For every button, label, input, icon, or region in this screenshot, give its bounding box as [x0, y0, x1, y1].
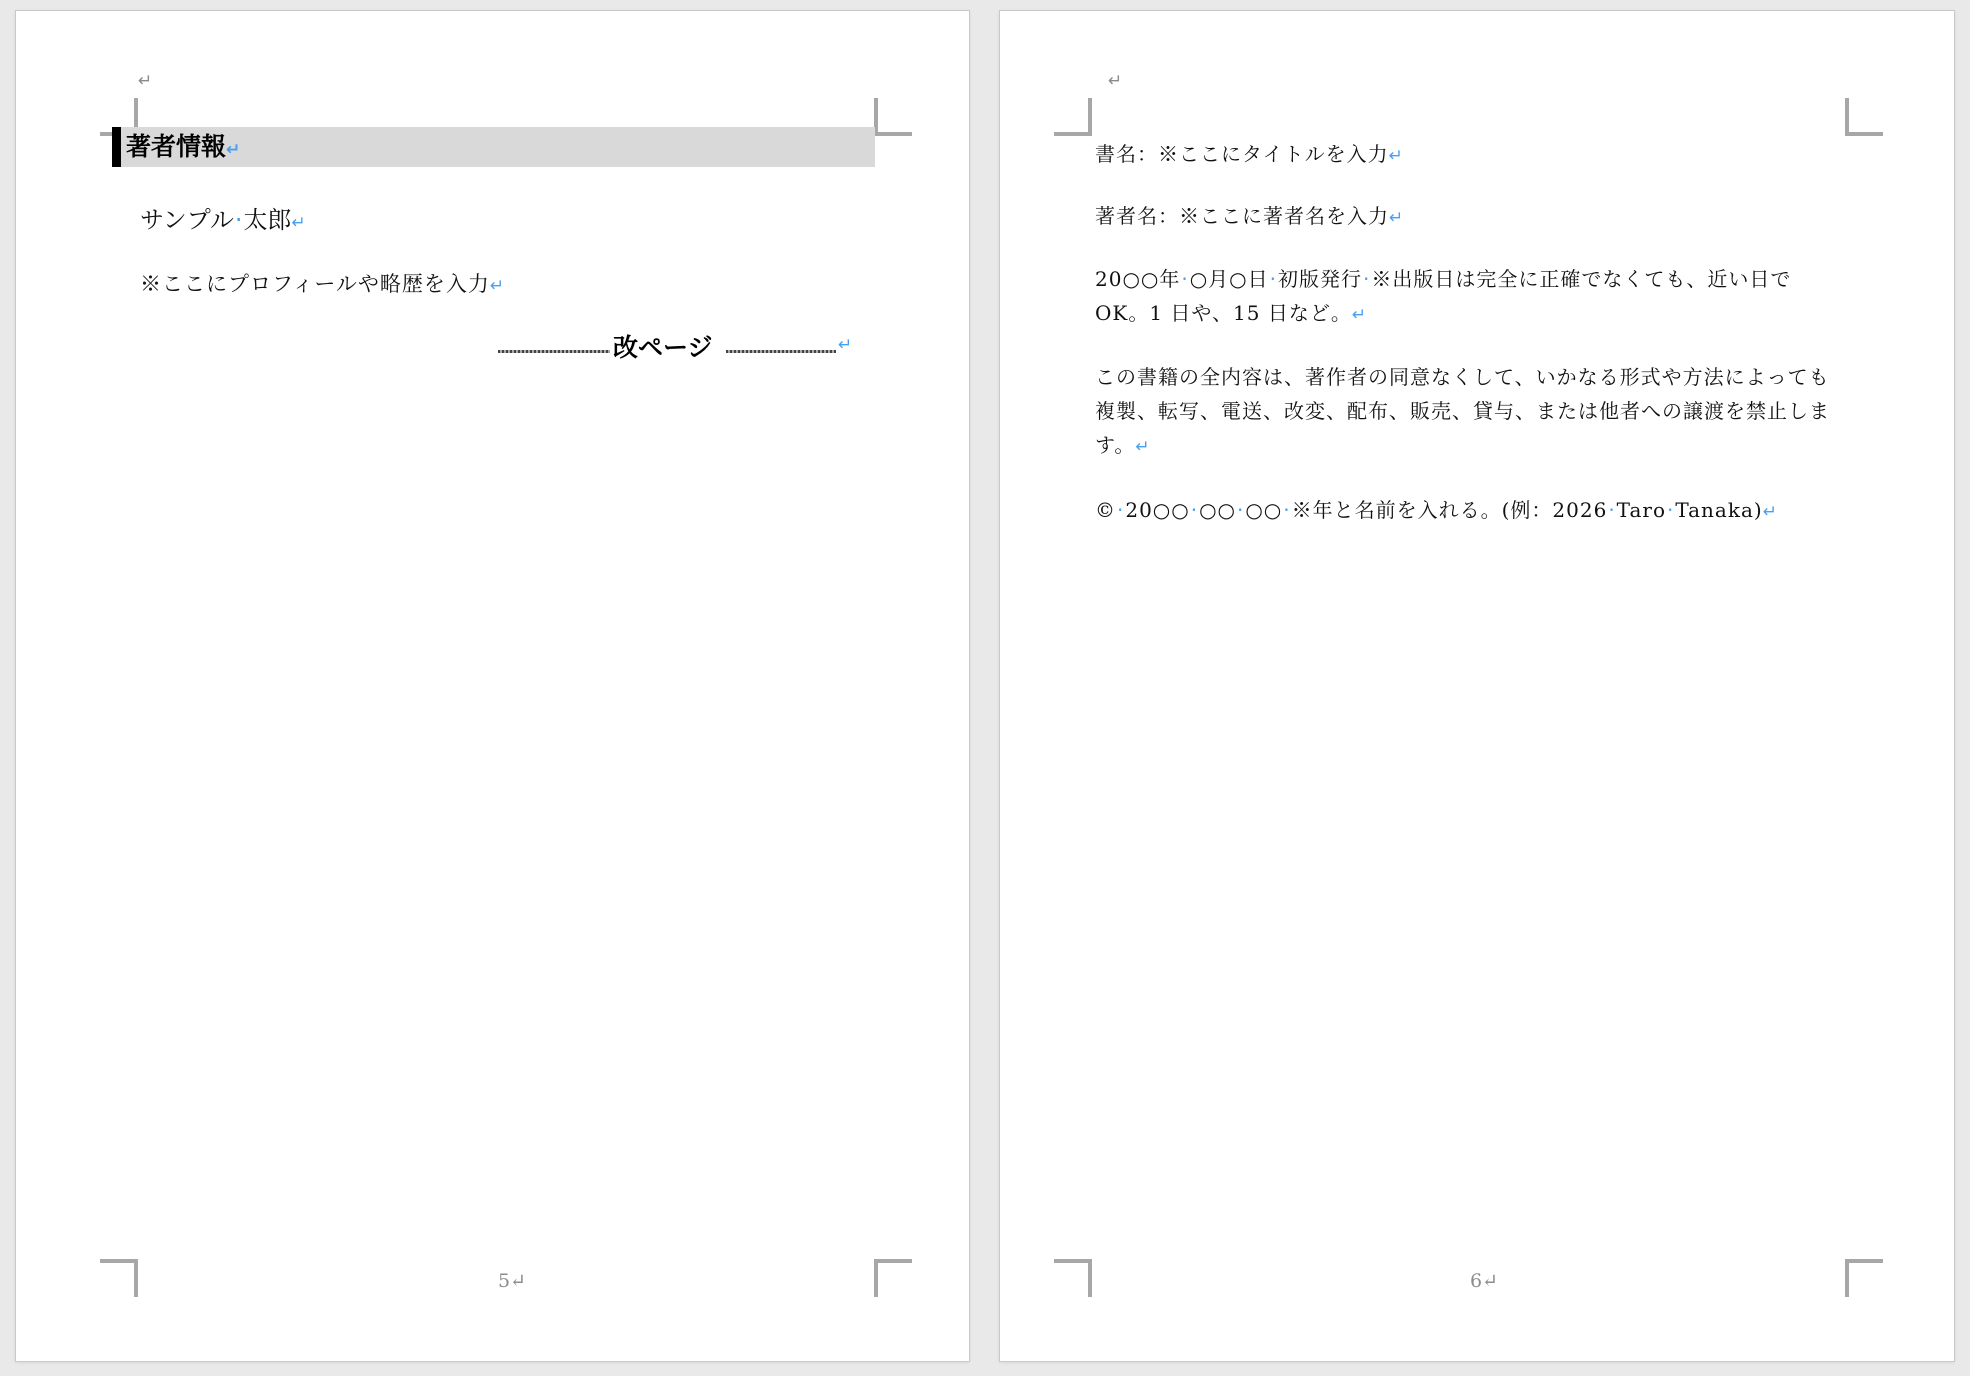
- space-mark: ·: [1362, 267, 1371, 291]
- paragraph-mark: ↵: [291, 213, 306, 233]
- copyright-name-first: ○○: [1199, 498, 1236, 522]
- document-page-6: [1000, 11, 1954, 1361]
- copyright-name-last: ○○: [1245, 498, 1283, 522]
- copyright-note: ※年と名前を入れる。(例：2026: [1291, 498, 1608, 522]
- space-mark: ·: [1608, 498, 1616, 522]
- page-break-marker[interactable]: [498, 333, 858, 363]
- space-mark: ·: [1283, 498, 1291, 522]
- space-mark: ·: [234, 206, 243, 234]
- paragraph-mark: ↵: [226, 140, 241, 160]
- margin-corner-top-right: [874, 98, 912, 136]
- margin-corner-bottom-left: [100, 1259, 138, 1297]
- copyright-year: 20○○: [1125, 498, 1190, 522]
- profile-paragraph[interactable]: [140, 269, 505, 301]
- copyright-example-last: Tanaka): [1675, 498, 1763, 522]
- paragraph-mark: ↵: [1762, 502, 1778, 522]
- space-mark: ·: [1181, 267, 1189, 291]
- author-name-first: サンプル: [140, 206, 234, 234]
- author-paragraph[interactable]: [1095, 199, 1845, 235]
- paragraph-mark: ↵: [138, 71, 153, 91]
- book-title-paragraph[interactable]: [1095, 137, 1845, 173]
- page-break-line-left: [498, 350, 610, 353]
- paragraph-mark: ↵: [1351, 305, 1368, 325]
- paragraph-mark: ↵: [489, 276, 506, 296]
- space-mark: ·: [1666, 498, 1675, 522]
- publication-date: ○月○日: [1189, 267, 1269, 291]
- margin-corner-top-left: [1054, 98, 1092, 136]
- heading-text: 著者情報: [126, 132, 227, 161]
- author-text: 著者名：※ここに著者名を入力: [1095, 204, 1389, 228]
- paragraph-mark: ↵: [1135, 437, 1151, 457]
- author-name-last: 太郎: [243, 206, 292, 234]
- paragraph-mark: ↵: [838, 335, 853, 355]
- publication-note: ※出版日は完全に正確でなくても、近い日で OK。1 日や、15 日など。: [1095, 267, 1792, 325]
- margin-corner-bottom-right: [874, 1259, 912, 1297]
- margin-corner-top-right: [1845, 98, 1883, 136]
- margin-corner-bottom-right: [1845, 1259, 1883, 1297]
- page-number-value: 6: [1470, 1270, 1483, 1292]
- copyright-symbol: ©: [1095, 498, 1116, 522]
- margin-corner-bottom-left: [1054, 1259, 1092, 1297]
- space-mark: ·: [1190, 498, 1199, 522]
- edition-label: 初版発行: [1277, 267, 1362, 291]
- paragraph-mark: ↵: [1389, 208, 1405, 228]
- book-title-text: 書名：※ここにタイトルを入力: [1095, 142, 1389, 166]
- space-mark: ·: [1269, 267, 1277, 291]
- publication-date-paragraph[interactable]: [1095, 262, 1845, 332]
- copyright-line-paragraph[interactable]: [1095, 493, 1845, 529]
- page-number: [498, 1270, 526, 1292]
- document-page-5: [16, 11, 969, 1361]
- paragraph-mark: ↵: [1482, 1270, 1499, 1292]
- page-number-value: 5: [498, 1270, 511, 1292]
- profile-text: ※ここにプロフィールや略歴を入力: [140, 272, 490, 296]
- page-break-line-right: [726, 350, 836, 353]
- paragraph-mark: ↵: [1108, 71, 1123, 91]
- copyright-notice-paragraph[interactable]: [1095, 360, 1845, 464]
- page-break-label: 改ページ: [613, 333, 713, 362]
- copyright-notice-text: この書籍の全内容は、著作者の同意なくして、いかなる形式や方法によっても複製、転写、電送、改変、配布、販売、貸与、または他者への譲渡を禁止します。: [1095, 365, 1830, 457]
- copyright-example-first: Taro: [1616, 498, 1666, 522]
- page-number: [1470, 1270, 1498, 1292]
- paragraph-mark: ↵: [510, 1270, 527, 1292]
- publication-year: 20○○年: [1095, 267, 1181, 291]
- section-heading[interactable]: [126, 131, 240, 166]
- space-mark: ·: [1117, 498, 1125, 522]
- author-name-paragraph[interactable]: [140, 205, 306, 238]
- paragraph-mark: ↵: [1388, 146, 1404, 166]
- space-mark: ·: [1236, 498, 1245, 522]
